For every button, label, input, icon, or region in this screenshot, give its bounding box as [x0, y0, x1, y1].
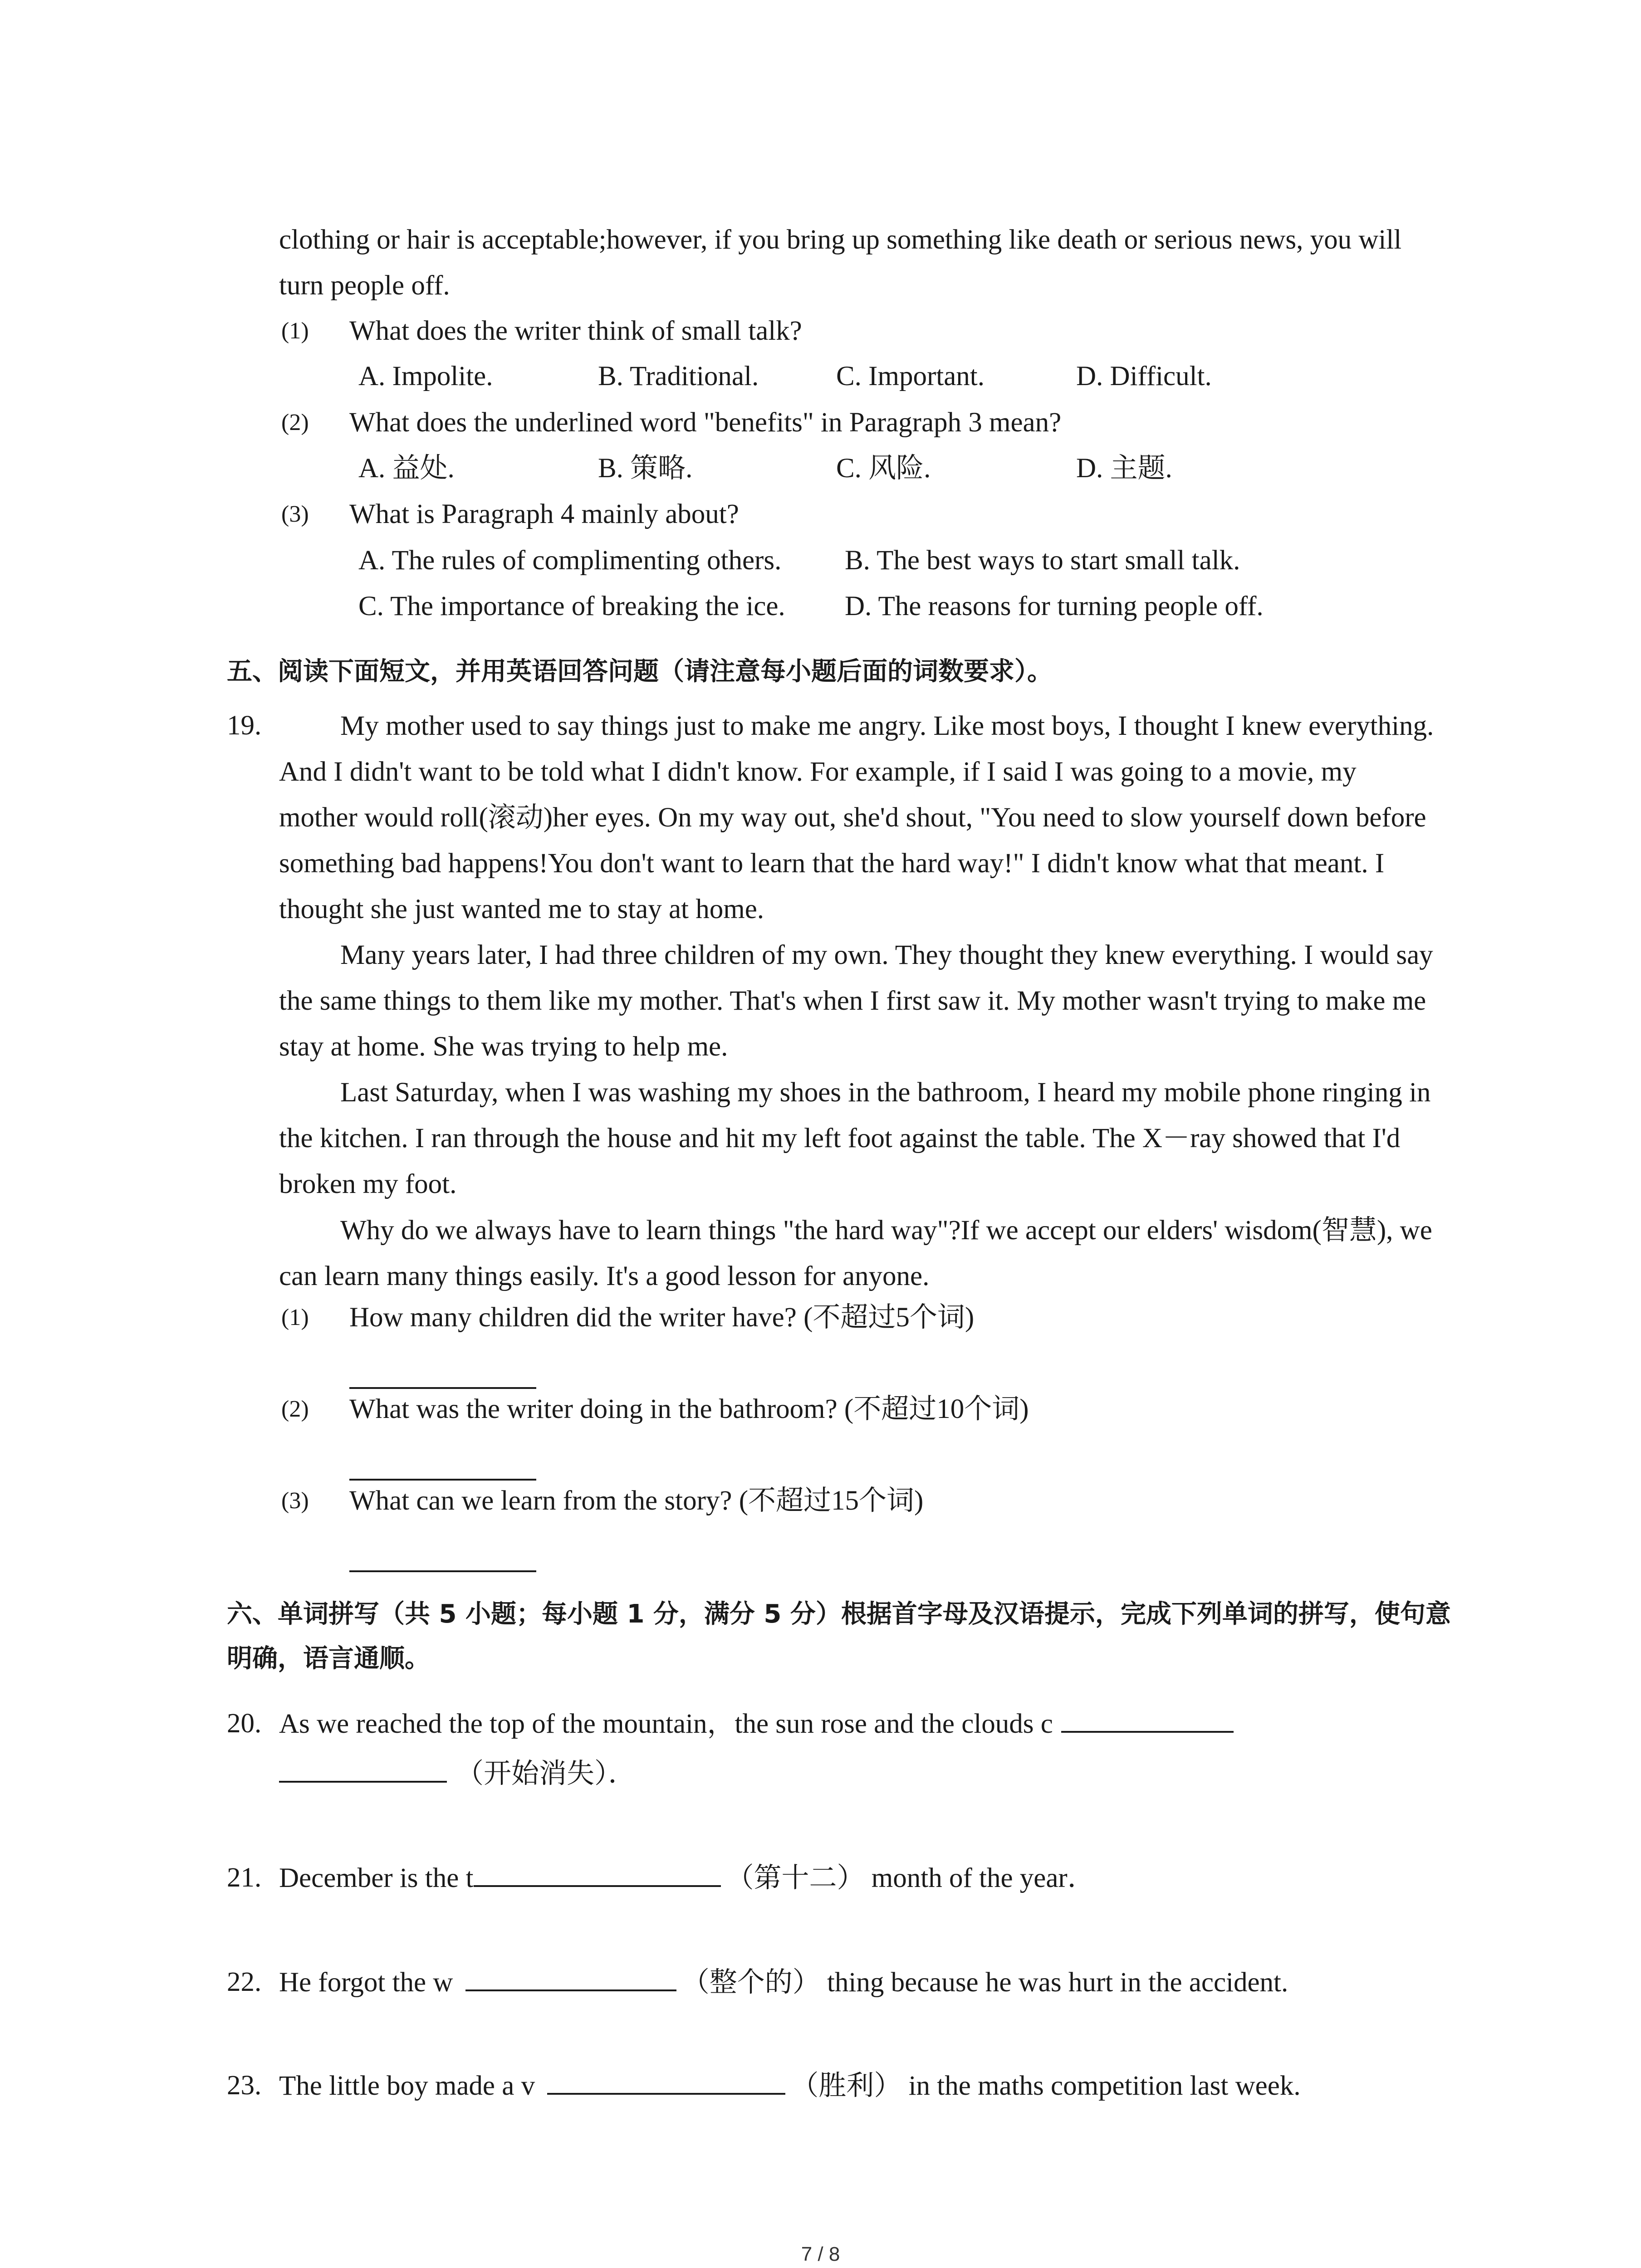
story-paragraph-1: My mother used to say things just to make me angry. Like most boys, I thought I knew everything. And I didn't want to be told what I didn't know. For example, if I said I was going to a movie, my mother would roll(滚动)her eyes. On my way out, she'd shout, "You need to slow yourself down before something bad happens!You don't want to learn that the hard way!" I didn't know what that meant. I thought she just wanted me to stay at home.: [279, 711, 1434, 924]
q22-sentence: [279, 1964, 1288, 2001]
q21-sentence: [279, 1860, 1095, 1897]
q18-1-text: What does the writer think of small talk?: [349, 316, 802, 346]
q18-1-option-c: C. Important.: [836, 361, 985, 391]
page-number: 7 / 8: [801, 2243, 840, 2265]
story-paragraph-4: Why do we always have to learn things "the hard way"?If we accept our elders' wisdom(智慧), we can learn many things easily. It's a good lesson for anyone.: [279, 1215, 1432, 1291]
q18-3-option-a: A. The rules of complimenting others.: [358, 545, 782, 576]
q18-2-option-d: D. 主题.: [1076, 453, 1172, 484]
q18-2-number: (2): [281, 410, 309, 435]
q19-1-number: (1): [281, 1305, 309, 1330]
q18-2-option-a: A. 益处.: [358, 453, 455, 484]
q19-2-answer-line[interactable]: [349, 1479, 536, 1481]
q19-3-number: (3): [281, 1488, 309, 1514]
q19-1-text: How many children did the writer have? (不超过5个词): [349, 1302, 975, 1333]
q18-2-text: What does the underlined word "benefits" in Paragraph 3 mean?: [349, 407, 1062, 438]
q20-blank-2[interactable]: [279, 1755, 447, 1783]
story-paragraph-2: Many years later, I had three children of my own. They thought they knew everything. I would say the same things to them like my mother. That's when I first saw it. My mother wasn't trying to make me stay at home. She was trying to help me.: [279, 940, 1433, 1062]
q23-sentence: [279, 2068, 1301, 2104]
q23-hint: （胜利）: [791, 2071, 902, 2101]
q18-1-option-b: B. Traditional.: [598, 361, 759, 391]
section6-heading: 六、单词拼写（共 5 小题；每小题 1 分，满分 5 分）根据首字母及汉语提示，完成下列单词的拼写，使句意明确，语言通顺。: [227, 1599, 1451, 1673]
q21-number: 21.: [227, 1862, 262, 1893]
q19-1-answer-line[interactable]: [349, 1387, 536, 1389]
q19-2-text: What was the writer doing in the bathroom? (不超过10个词): [349, 1394, 1029, 1424]
q22-blank[interactable]: [465, 1964, 676, 1991]
q20-sentence: [279, 1706, 1234, 1742]
q20-number: 20.: [227, 1708, 262, 1739]
q18-3-text: What is Paragraph 4 mainly about?: [349, 499, 739, 529]
q21-text-before: December is the t: [279, 1863, 474, 1893]
q19-3-answer-line[interactable]: [349, 1570, 536, 1572]
q23-text-after: in the maths competition last week.: [901, 2071, 1301, 2101]
q20-sentence-cont: [279, 1755, 636, 1792]
q22-text-after: thing because he was hurt in the accident.: [820, 1967, 1288, 1998]
q22-number: 22.: [227, 1967, 262, 1997]
q21-blank[interactable]: [474, 1860, 721, 1887]
q18-1-option-d: D. Difficult.: [1076, 361, 1212, 391]
question-19-number: 19.: [227, 710, 262, 741]
story-paragraph-3: Last Saturday, when I was washing my shoes in the bathroom, I heard my mobile phone ringing in the kitchen. I ran through the house and hit my left foot against the table. The X－ray showed that I'd broken my foot.: [279, 1077, 1431, 1199]
q18-2-option-b: B. 策略.: [598, 453, 693, 484]
passage-end: clothing or hair is acceptable;however, if you bring up something like death or serious news, you will turn people off.: [279, 225, 1402, 301]
q22-text-before: He forgot the w: [279, 1967, 460, 1998]
q23-text-before: The little boy made a v: [279, 2071, 542, 2101]
q18-1-option-a: A. Impolite.: [358, 361, 493, 391]
q23-blank[interactable]: [547, 2068, 785, 2095]
q21-hint: （第十二）: [726, 1863, 865, 1893]
q19-2-number: (2): [281, 1396, 309, 1422]
q18-3-number: (3): [281, 501, 309, 527]
q18-2-option-c: C. 风险.: [836, 453, 931, 484]
q18-3-option-d: D. The reasons for turning people off.: [845, 591, 1264, 621]
q18-3-option-b: B. The best ways to start small talk.: [845, 545, 1240, 576]
q18-1-number: (1): [281, 318, 309, 344]
q22-hint: （整个的）: [681, 1967, 820, 1998]
q18-3-option-c: C. The importance of breaking the ice.: [358, 591, 785, 621]
q20-text-before: As we reached the top of the mountain，the sun rose and the clouds c: [279, 1709, 1053, 1739]
q20-blank-1[interactable]: [1061, 1706, 1234, 1733]
q19-3-text: What can we learn from the story? (不超过15个词): [349, 1486, 924, 1516]
section5-heading: 五、阅读下面短文，并用英语回答问题（请注意每小题后面的词数要求）。: [227, 657, 1053, 686]
q23-number: 23.: [227, 2070, 262, 2101]
q21-text-after: month of the year．: [864, 1863, 1095, 1893]
q20-hint: （开始消失）．: [456, 1759, 636, 1789]
